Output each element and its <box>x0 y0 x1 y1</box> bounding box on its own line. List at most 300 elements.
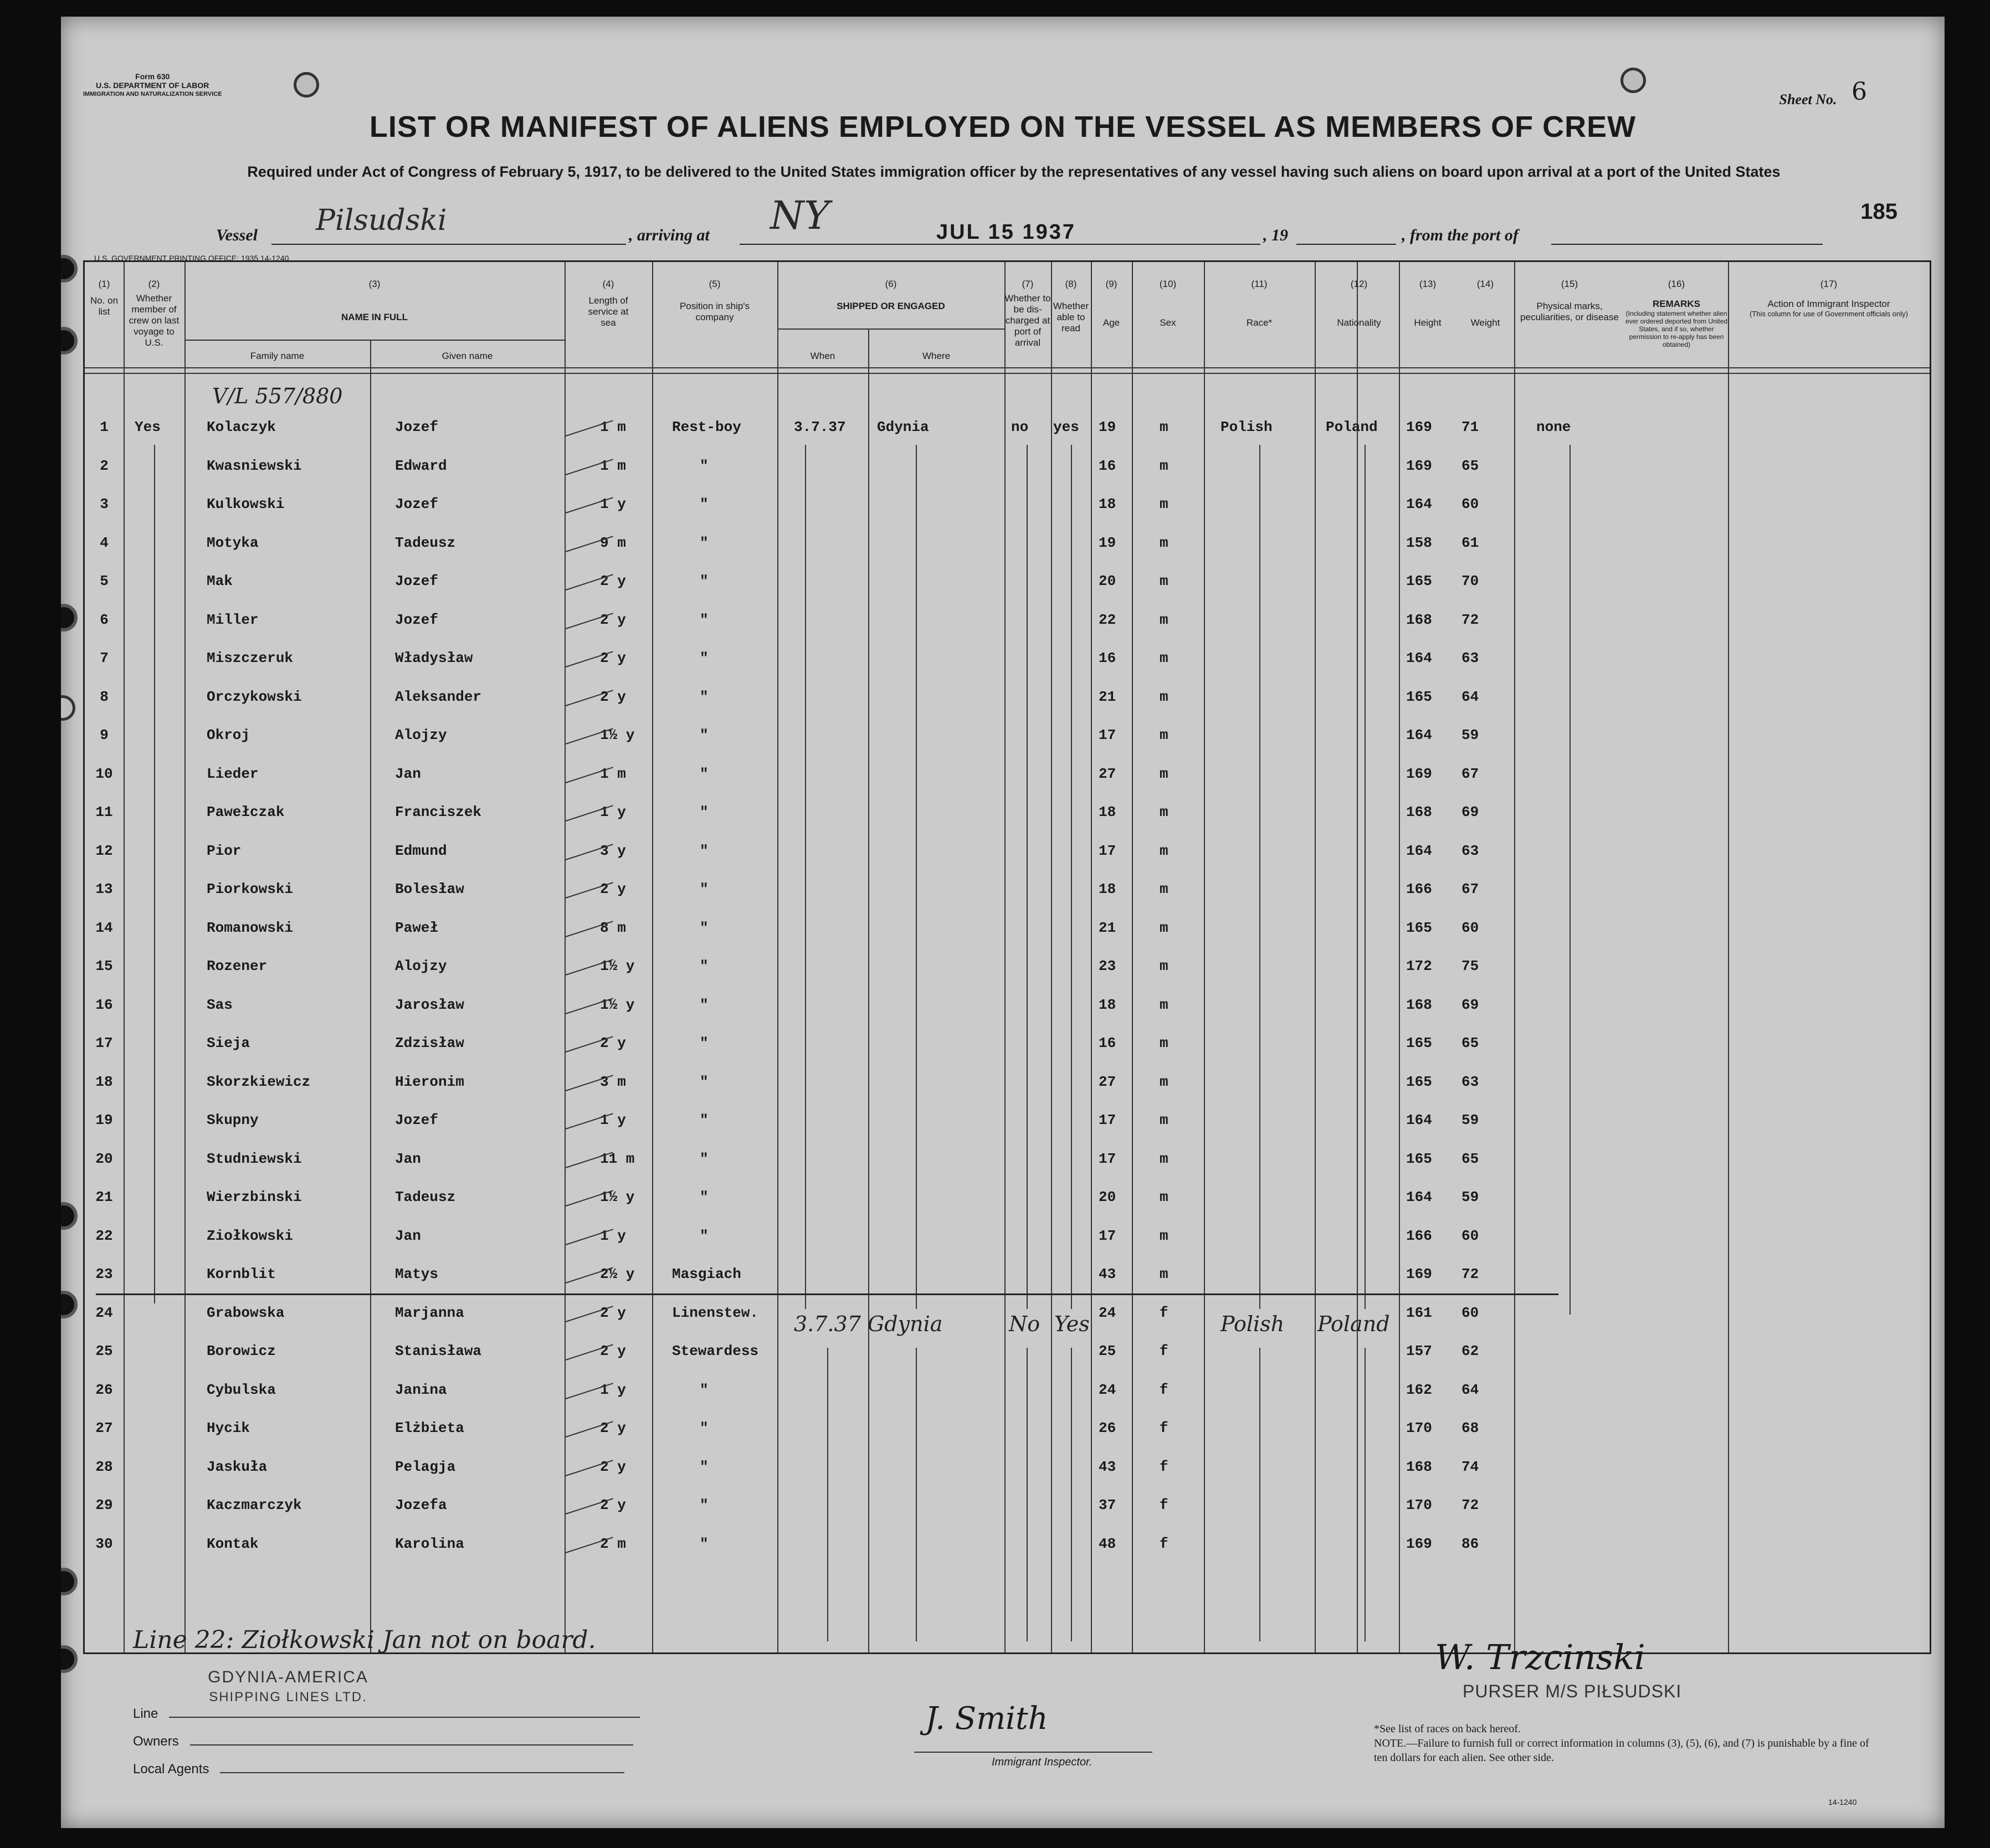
family-name: Pior <box>207 842 242 859</box>
col-number: (6) <box>885 279 897 289</box>
service-length: 2 y <box>600 573 626 589</box>
ditto-stroke <box>1259 1348 1260 1641</box>
row-number: 22 <box>95 1227 113 1244</box>
given-name: Paweł <box>395 919 439 936</box>
shipped-when-value: 3.7.37 <box>794 419 846 435</box>
col-number: (10) <box>1159 279 1177 289</box>
position: " <box>700 1189 709 1205</box>
col-label: Race* <box>1246 317 1273 328</box>
sex: f <box>1160 1497 1168 1513</box>
height: 165 <box>1406 1035 1432 1051</box>
weight: 59 <box>1461 1189 1479 1205</box>
height: 164 <box>1406 650 1432 666</box>
position: Stewardess <box>672 1343 759 1359</box>
given-name: Władysław <box>395 650 473 666</box>
age: 22 <box>1099 611 1116 628</box>
family-name: Rozener <box>207 958 268 974</box>
age: 19 <box>1099 419 1116 435</box>
row-number: 5 <box>100 573 109 589</box>
sex: m <box>1160 958 1168 974</box>
stamp-number: 185 <box>1860 199 1897 224</box>
punch-hole <box>1620 68 1646 93</box>
column-divider <box>184 262 186 1652</box>
height: 170 <box>1406 1497 1432 1513</box>
given-name: Bolesław <box>395 881 464 897</box>
ditto-stroke <box>1259 445 1260 1309</box>
ditto-stroke <box>1570 445 1571 1315</box>
height: 157 <box>1406 1343 1432 1359</box>
height: 168 <box>1406 611 1432 628</box>
row-number: 6 <box>100 611 109 628</box>
column-divider <box>1514 262 1515 1652</box>
row23-race: Polish <box>1220 1312 1285 1336</box>
height: 161 <box>1406 1304 1432 1321</box>
file-reference: V/L 557/880 <box>212 384 343 408</box>
height: 165 <box>1406 919 1432 936</box>
age: 24 <box>1099 1381 1116 1398</box>
row-number: 27 <box>95 1420 113 1436</box>
weight: 59 <box>1461 727 1479 743</box>
given-name: Tadeusz <box>395 1189 456 1205</box>
service-length: 1½ y <box>600 958 635 974</box>
weight: 59 <box>1461 1112 1479 1128</box>
column-divider <box>124 262 125 1652</box>
family-name: Lieder <box>207 765 259 782</box>
age: 37 <box>1099 1497 1116 1513</box>
service-length: 1½ y <box>600 1189 635 1205</box>
given-name: Edward <box>395 457 447 474</box>
sex: m <box>1160 534 1168 551</box>
weight: 67 <box>1461 765 1479 782</box>
row-number: 10 <box>95 765 113 782</box>
age: 26 <box>1099 1420 1116 1436</box>
punch-hole <box>61 695 75 721</box>
col-header-when: When <box>810 351 835 361</box>
column-divider <box>1004 262 1006 1652</box>
row-number: 7 <box>100 650 109 666</box>
read-value: yes <box>1053 419 1079 435</box>
row-number: 13 <box>95 881 113 897</box>
row-number: 8 <box>100 688 109 705</box>
col-header-5 <box>652 279 777 323</box>
position: " <box>700 534 709 551</box>
col-label: SHIPPED OR ENGAGED <box>837 301 945 311</box>
weight: 63 <box>1461 650 1479 666</box>
column-divider <box>370 340 371 1652</box>
ditto-stroke <box>154 445 155 1303</box>
weight: 60 <box>1461 496 1479 512</box>
col-header-16 <box>1625 279 1728 348</box>
row-number: 23 <box>95 1266 113 1282</box>
weight: 75 <box>1461 958 1479 974</box>
family-name: Pawełczak <box>207 804 285 820</box>
age: 27 <box>1099 765 1116 782</box>
position: " <box>700 611 709 628</box>
row23-discharged: No <box>1009 1312 1040 1336</box>
sex: m <box>1160 457 1168 474</box>
sex: f <box>1160 1304 1168 1321</box>
height: 164 <box>1406 727 1432 743</box>
last-voyage-value: Yes <box>135 419 161 435</box>
form-code: 14-1240 <box>1828 1798 1857 1806</box>
service-length: 2 y <box>600 611 626 628</box>
given-name: Jan <box>395 765 421 782</box>
given-name: Matys <box>395 1266 439 1282</box>
col-number: (17) <box>1820 279 1838 289</box>
row-number: 15 <box>95 958 113 974</box>
punch-hole <box>294 72 319 97</box>
height: 172 <box>1406 958 1432 974</box>
sex: m <box>1160 765 1168 782</box>
col-number: (11) <box>1251 279 1268 289</box>
from-label: , from the port of <box>1402 226 1519 244</box>
service-length: 1½ y <box>600 996 635 1013</box>
service-length: 2 y <box>600 1035 626 1051</box>
service-length: 1½ y <box>600 727 635 743</box>
row-number: 9 <box>100 727 109 743</box>
service-length: 1 y <box>600 1227 626 1244</box>
family-name: Kontak <box>207 1535 259 1552</box>
given-name: Karolina <box>395 1535 464 1552</box>
handwritten-note: Line 22: Ziołkowski Jan not on board. <box>133 1626 596 1654</box>
age: 20 <box>1099 1189 1116 1205</box>
ditto-stroke <box>1027 1348 1028 1641</box>
col-header-2 <box>124 279 184 348</box>
column-divider <box>1051 262 1052 1652</box>
weight: 69 <box>1461 996 1479 1013</box>
position: " <box>700 1112 709 1128</box>
inspector-signature: J. Smith <box>925 1701 1048 1737</box>
punch-hole <box>61 327 78 355</box>
weight: 60 <box>1461 1304 1479 1321</box>
position: " <box>700 1035 709 1051</box>
weight: 60 <box>1461 919 1479 936</box>
col-label: Length of service at sea <box>588 295 629 328</box>
col-number: (8) <box>1065 279 1077 289</box>
purser-caption: PURSER M/S PIŁSUDSKI <box>1463 1681 1682 1701</box>
col-label: Position in ship's company <box>679 301 750 322</box>
position: " <box>700 1458 709 1475</box>
row-number: 11 <box>95 804 113 820</box>
arriving-label: , arriving at <box>629 226 710 244</box>
col-header-15 <box>1514 279 1625 323</box>
given-name: Elżbieta <box>395 1420 464 1436</box>
given-name: Alojzy <box>395 958 447 974</box>
column-divider <box>652 262 653 1652</box>
sex: m <box>1160 573 1168 589</box>
col-label: Whether to be dis-charged at port of arrival <box>1004 293 1051 348</box>
family-name: Orczykowski <box>207 688 302 705</box>
age: 16 <box>1099 650 1116 666</box>
ditto-stroke <box>1365 445 1366 1309</box>
sex: m <box>1160 419 1168 435</box>
family-name: Ziołkowski <box>207 1227 294 1244</box>
position: Rest-boy <box>672 419 741 435</box>
ditto-stroke <box>1071 445 1072 1309</box>
given-name: Jozef <box>395 573 439 589</box>
ditto-stroke <box>805 445 806 1309</box>
service-length: 1 m <box>600 765 626 782</box>
from-underline <box>1551 244 1823 245</box>
height: 169 <box>1406 765 1432 782</box>
age: 20 <box>1099 573 1116 589</box>
family-name: Motyka <box>207 534 259 551</box>
service-length: 9 m <box>600 534 626 551</box>
given-name: Jan <box>395 1150 421 1167</box>
position: " <box>700 496 709 512</box>
vessel-label: Vessel <box>216 226 258 244</box>
age: 16 <box>1099 1035 1116 1051</box>
col-label: No. on list <box>90 295 119 317</box>
col-number: (4) <box>602 279 614 289</box>
manifest-page <box>61 17 1945 1828</box>
vessel-underline <box>271 244 626 245</box>
weight: 65 <box>1461 1150 1479 1167</box>
weight: 64 <box>1461 1381 1479 1398</box>
position: " <box>700 457 709 474</box>
punch-hole <box>61 1291 78 1318</box>
sex: m <box>1160 727 1168 743</box>
position: " <box>700 650 709 666</box>
header-rule <box>85 373 1930 374</box>
family-name: Grabowska <box>207 1304 285 1321</box>
col-number: (1) <box>98 279 110 289</box>
col-header-4 <box>565 279 652 328</box>
height: 164 <box>1406 496 1432 512</box>
col-label: Age <box>1102 317 1120 328</box>
height: 170 <box>1406 1420 1432 1436</box>
service-length: 1 y <box>600 1112 626 1128</box>
sex: m <box>1160 996 1168 1013</box>
col-number: (14) <box>1476 279 1494 289</box>
vessel-name: Pilsudski <box>316 204 447 237</box>
age: 18 <box>1099 496 1116 512</box>
height: 169 <box>1406 457 1432 474</box>
family-name: Skupny <box>207 1112 259 1128</box>
col-label: Height <box>1414 317 1442 328</box>
position: " <box>700 727 709 743</box>
col-number: (16) <box>1668 279 1685 289</box>
age: 25 <box>1099 1343 1116 1359</box>
column-divider <box>1091 262 1092 1652</box>
row-number: 28 <box>95 1458 113 1475</box>
position: " <box>700 765 709 782</box>
agents-rule <box>220 1772 624 1773</box>
col-number: (3) <box>368 279 381 289</box>
service-length: 1 y <box>600 804 626 820</box>
service-length: 2½ y <box>600 1266 635 1282</box>
weight: 70 <box>1461 573 1479 589</box>
position: Linenstew. <box>672 1304 759 1321</box>
weight: 74 <box>1461 1458 1479 1475</box>
ditto-stroke <box>916 445 917 1309</box>
family-name: Skorzkiewicz <box>207 1073 311 1090</box>
family-name: Borowicz <box>207 1343 276 1359</box>
age: 18 <box>1099 881 1116 897</box>
given-name: Jozef <box>395 419 439 435</box>
row22-strikethrough <box>96 1293 1558 1295</box>
service-length: 2 y <box>600 1304 626 1321</box>
weight: 64 <box>1461 688 1479 705</box>
sex: m <box>1160 650 1168 666</box>
col-sublabel: (Including statement whether alien ever ordered deported from United States, and if so, whether permission to re-apply has been obtained) <box>1625 310 1728 348</box>
family-name: Hycik <box>207 1420 250 1436</box>
given-name: Janina <box>395 1381 447 1398</box>
given-name: Zdzisław <box>395 1035 464 1051</box>
sex: m <box>1160 1189 1168 1205</box>
age: 17 <box>1099 1227 1116 1244</box>
age: 24 <box>1099 1304 1116 1321</box>
sex: m <box>1160 919 1168 936</box>
family-name: Mak <box>207 573 233 589</box>
col-label: Whether able to read <box>1053 301 1089 333</box>
sex: m <box>1160 1266 1168 1282</box>
family-name: Piorkowski <box>207 881 294 897</box>
given-name: Tadeusz <box>395 534 456 551</box>
row-number: 26 <box>95 1381 113 1398</box>
position: " <box>700 1420 709 1436</box>
position: Masgiach <box>672 1266 741 1282</box>
col-header-1 <box>85 279 124 317</box>
owners-rule <box>190 1744 633 1746</box>
page-subtitle: Required under Act of Congress of February 5, 1917, to be delivered to the United States immigration officer by the representatives of any vessel having such aliens on board upon arrival at a port of the United States <box>247 163 1781 180</box>
given-name: Stanisława <box>395 1343 482 1359</box>
col-number: (13) <box>1419 279 1437 289</box>
service-length: 8 m <box>600 919 626 936</box>
age: 18 <box>1099 804 1116 820</box>
given-name: Jozef <box>395 611 439 628</box>
given-name: Jozef <box>395 496 439 512</box>
family-name: Miller <box>207 611 259 628</box>
service-name: IMMIGRATION AND NATURALIZATION SERVICE <box>83 91 222 97</box>
age: 27 <box>1099 1073 1116 1090</box>
row-number: 24 <box>95 1304 113 1321</box>
column-divider <box>1728 262 1729 1652</box>
row-number: 3 <box>100 496 109 512</box>
service-length: 2 m <box>600 1535 626 1552</box>
height: 168 <box>1406 996 1432 1013</box>
position: " <box>700 1073 709 1090</box>
age: 17 <box>1099 842 1116 859</box>
col-header-6 <box>777 279 1004 312</box>
family-name: Kwasniewski <box>207 457 302 474</box>
age: 23 <box>1099 958 1116 974</box>
given-name: Hieronim <box>395 1073 464 1090</box>
position: " <box>700 1497 709 1513</box>
col-header-9 <box>1091 279 1132 328</box>
col-header-10 <box>1132 279 1204 328</box>
race-value: Polish <box>1220 419 1273 435</box>
col-header-given: Given name <box>442 351 493 361</box>
punch-hole <box>61 1568 78 1595</box>
row-number: 25 <box>95 1343 113 1359</box>
marks-value: none <box>1536 419 1571 435</box>
sex: m <box>1160 1073 1168 1090</box>
service-length: 2 y <box>600 1458 626 1475</box>
year-underline <box>1296 244 1396 245</box>
position: " <box>700 573 709 589</box>
service-length: 2 y <box>600 688 626 705</box>
given-name: Aleksander <box>395 688 482 705</box>
column-divider <box>1357 262 1358 1652</box>
sex: m <box>1160 842 1168 859</box>
weight: 86 <box>1461 1535 1479 1552</box>
column-divider <box>1132 262 1133 1652</box>
sex: f <box>1160 1458 1168 1475</box>
position: " <box>700 688 709 705</box>
sex: m <box>1160 1227 1168 1244</box>
line-rule <box>169 1717 640 1718</box>
family-name: Kornblit <box>207 1266 276 1282</box>
position: " <box>700 881 709 897</box>
sex: f <box>1160 1343 1168 1359</box>
company-name: GDYNIA-AMERICA <box>208 1668 368 1686</box>
given-name: Jan <box>395 1227 421 1244</box>
arriving-port: NY <box>770 193 830 238</box>
family-name: Kolaczyk <box>207 419 276 435</box>
row-number: 4 <box>100 534 109 551</box>
sex: m <box>1160 611 1168 628</box>
owners-field <box>133 1734 633 1749</box>
position: " <box>700 1150 709 1167</box>
sex: m <box>1160 1035 1168 1051</box>
column-divider <box>1399 262 1400 1652</box>
position: " <box>700 842 709 859</box>
department-name: U.S. DEPARTMENT OF LABOR <box>96 81 209 90</box>
races-note: *See list of races on back hereof. <box>1374 1723 1521 1735</box>
sex: m <box>1160 1112 1168 1128</box>
col-header-where: Where <box>922 351 951 361</box>
position: " <box>700 996 709 1013</box>
sheet-label: Sheet No. <box>1779 91 1837 107</box>
weight: 69 <box>1461 804 1479 820</box>
given-name: Alojzy <box>395 727 447 743</box>
given-name: Jozefa <box>395 1497 447 1513</box>
height: 164 <box>1406 1189 1432 1205</box>
sex: m <box>1160 496 1168 512</box>
inspector-rule <box>914 1752 1152 1753</box>
given-name: Pelagja <box>395 1458 456 1475</box>
col-header-8 <box>1051 279 1091 334</box>
col-label: Action of Immigrant Inspector <box>1767 299 1890 309</box>
service-length: 2 y <box>600 1497 626 1513</box>
crew-table <box>83 260 1931 1654</box>
sex: f <box>1160 1381 1168 1398</box>
age: 18 <box>1099 996 1116 1013</box>
given-name: Edmund <box>395 842 447 859</box>
row23-shipped: 3.7.37 Gdynia <box>794 1312 943 1336</box>
col-label: Whether member of crew on last voyage to U.S. <box>129 293 179 348</box>
weight: 65 <box>1461 457 1479 474</box>
col-sublabel: (This column for use of Government officials only) <box>1750 310 1908 318</box>
weight: 72 <box>1461 1266 1479 1282</box>
line-field <box>133 1706 640 1722</box>
family-name: Kulkowski <box>207 496 285 512</box>
weight: 72 <box>1461 611 1479 628</box>
form-number: Form 630 <box>135 72 170 81</box>
weight: 71 <box>1461 419 1479 435</box>
height: 165 <box>1406 573 1432 589</box>
position: " <box>700 1535 709 1552</box>
col-label: Physical marks, peculiarities, or disease <box>1520 301 1619 322</box>
column-divider <box>565 262 566 1652</box>
shipped-where-value: Gdynia <box>877 419 929 435</box>
sex: m <box>1160 804 1168 820</box>
weight: 65 <box>1461 1035 1479 1051</box>
weight: 63 <box>1461 842 1479 859</box>
weight: 72 <box>1461 1497 1479 1513</box>
agents-label: Local Agents <box>133 1762 209 1777</box>
